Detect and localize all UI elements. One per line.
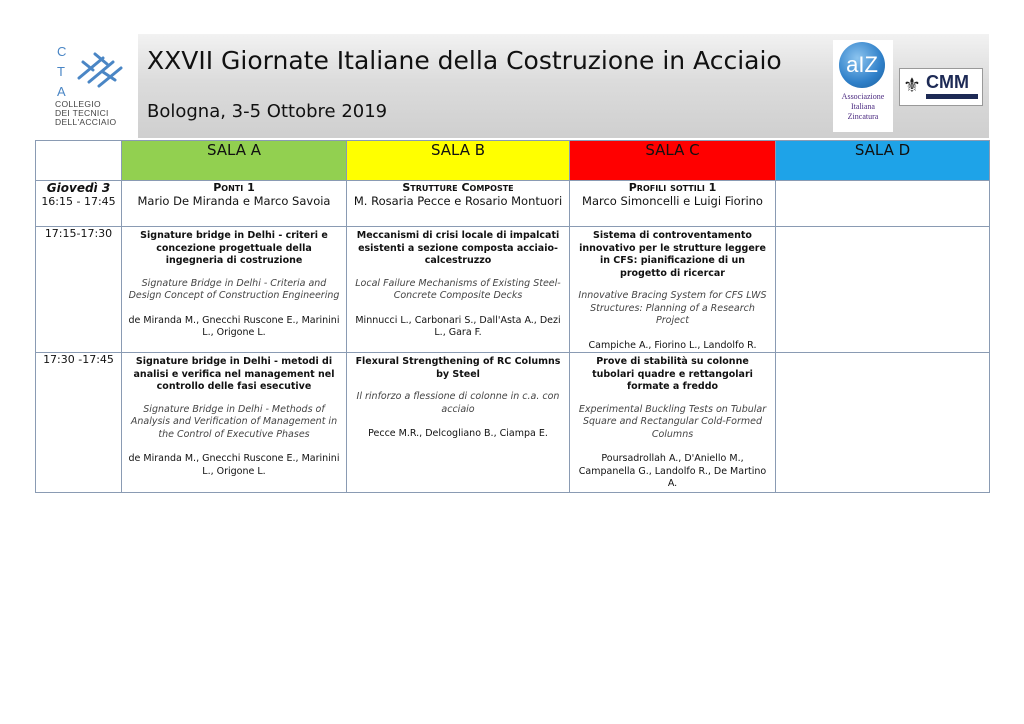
session-chairs: Mario De Miranda e Marco Savoia — [137, 194, 331, 208]
talk-cell — [122, 227, 347, 353]
slot-time: 17:15-17:30 — [36, 227, 122, 353]
room-sala-c: SALA C — [570, 141, 776, 181]
slot-row — [36, 227, 990, 353]
talk-title-en: Il rinforzo a flessione di colonne in c.a. con acciaio — [356, 391, 560, 415]
talk-authors: de Miranda M., Gnecchi Ruscone E., Marinini L., Origone L. — [128, 453, 340, 477]
session-chairs: M. Rosaria Pecce e Rosario Montuori — [353, 194, 563, 208]
slot-row — [36, 353, 990, 493]
day-time: 16:15 - 17:45 — [41, 195, 116, 208]
cmm-logo — [899, 68, 983, 106]
talk-cell — [122, 353, 347, 493]
cta-logo-text: COLLEGIO DEI TECNICI DELL'ACCIAIO — [55, 99, 117, 127]
session-cell — [570, 181, 776, 227]
day-name: Giovedì 3 — [46, 181, 111, 195]
talk-title-it: Signature bridge in Delhi - criteri e concezione progettuale della ingegneria di costruzione — [140, 230, 328, 266]
talk-title-en: Signature Bridge in Delhi - Criteria and Design Concept of Construction Engineering — [128, 277, 340, 301]
talk-authors: Minnucci L., Carbonari S., Dall'Asta A., Dezi L., Gara F. — [355, 314, 561, 338]
talk-authors: Campiche A., Fiorino L., Landolfo R. — [588, 339, 757, 351]
session-title: Ponti 1 — [213, 181, 255, 194]
talk-title-it: Signature bridge in Delhi - metodi di analisi e verifica nel management nel controllo delle fasi esecutive — [133, 356, 335, 392]
cta-logo — [35, 34, 138, 138]
session-cell — [122, 181, 347, 227]
talk-cell-empty — [776, 353, 990, 493]
aiz-logo — [833, 40, 893, 132]
talk-title-en: Experimental Buckling Tests on Tubular Square and Rectangular Cold-Formed Columns — [578, 403, 767, 440]
talk-authors: de Miranda M., Gnecchi Ruscone E., Marinini L., Origone L. — [128, 314, 340, 338]
room-header-row — [36, 141, 990, 181]
steel-beams-icon — [73, 48, 123, 88]
session-title: Strutture Composte — [402, 181, 514, 194]
corner-cell — [36, 141, 122, 181]
session-cell — [347, 181, 570, 227]
cta-letter-t: T — [57, 64, 65, 79]
talk-cell — [347, 353, 570, 493]
talk-cell — [347, 227, 570, 353]
room-sala-a: SALA A — [122, 141, 347, 181]
fleur-de-lis-icon: ⚜ — [903, 73, 921, 97]
session-chairs: Marco Simoncelli e Luigi Fiorino — [582, 194, 763, 208]
talk-authors: Pecce M.R., Delcogliano B., Ciampa E. — [368, 428, 548, 439]
header-banner — [35, 34, 989, 138]
cta-letter-c: C — [57, 44, 67, 59]
session-row — [36, 181, 990, 227]
talk-cell — [570, 353, 776, 493]
day-cell — [36, 181, 122, 227]
event-title: XXVII Giornate Italiane della Costruzione in Acciaio — [147, 46, 782, 75]
slot-time: 17:30 -17:45 — [36, 353, 122, 493]
talk-title-en: Innovative Bracing System for CFS LWS Structures: Planning of a Research Project — [578, 290, 767, 326]
event-subtitle: Bologna, 3-5 Ottobre 2019 — [147, 101, 388, 122]
talk-cell-empty — [776, 227, 990, 353]
cta-letter-a: A — [57, 84, 66, 99]
talk-title-en: Signature Bridge in Delhi - Methods of Analysis and Verification of Management in the Control of Executive Phases — [130, 403, 338, 440]
aiz-mark: aIZ — [839, 42, 885, 88]
talk-cell — [570, 227, 776, 353]
talk-title-it: Prove di stabilità su colonne tubolari quadre e rettangolari formate a freddo — [592, 356, 753, 392]
room-sala-d: SALA D — [776, 141, 990, 181]
talk-authors: Poursadrollah A., D'Aniello M., Campanella G., Landolfo R., De Martino A. — [578, 453, 767, 489]
cmm-mark: CMM — [926, 72, 969, 92]
room-sala-b: SALA B — [347, 141, 570, 181]
aiz-logo-text: Associazione Italiana Zincatura — [841, 92, 885, 121]
schedule-table — [35, 140, 990, 493]
talk-title-it: Sistema di controventamento innovativo per le strutture leggere in CFS: pianificazione di un progetto di ricercar — [579, 230, 766, 279]
session-title: Profili sottili 1 — [628, 181, 717, 194]
session-cell-empty — [776, 181, 990, 227]
cmm-strip — [926, 94, 978, 99]
talk-title-it: Flexural Strengthening of RC Columns by Steel — [355, 356, 561, 380]
talk-title-en: Local Failure Mechanisms of Existing Steel-Concrete Composite Decks — [355, 277, 561, 301]
talk-title-it: Meccanismi di crisi locale di impalcati esistenti a sezione composta acciaio-calcestruzzo — [356, 230, 560, 266]
